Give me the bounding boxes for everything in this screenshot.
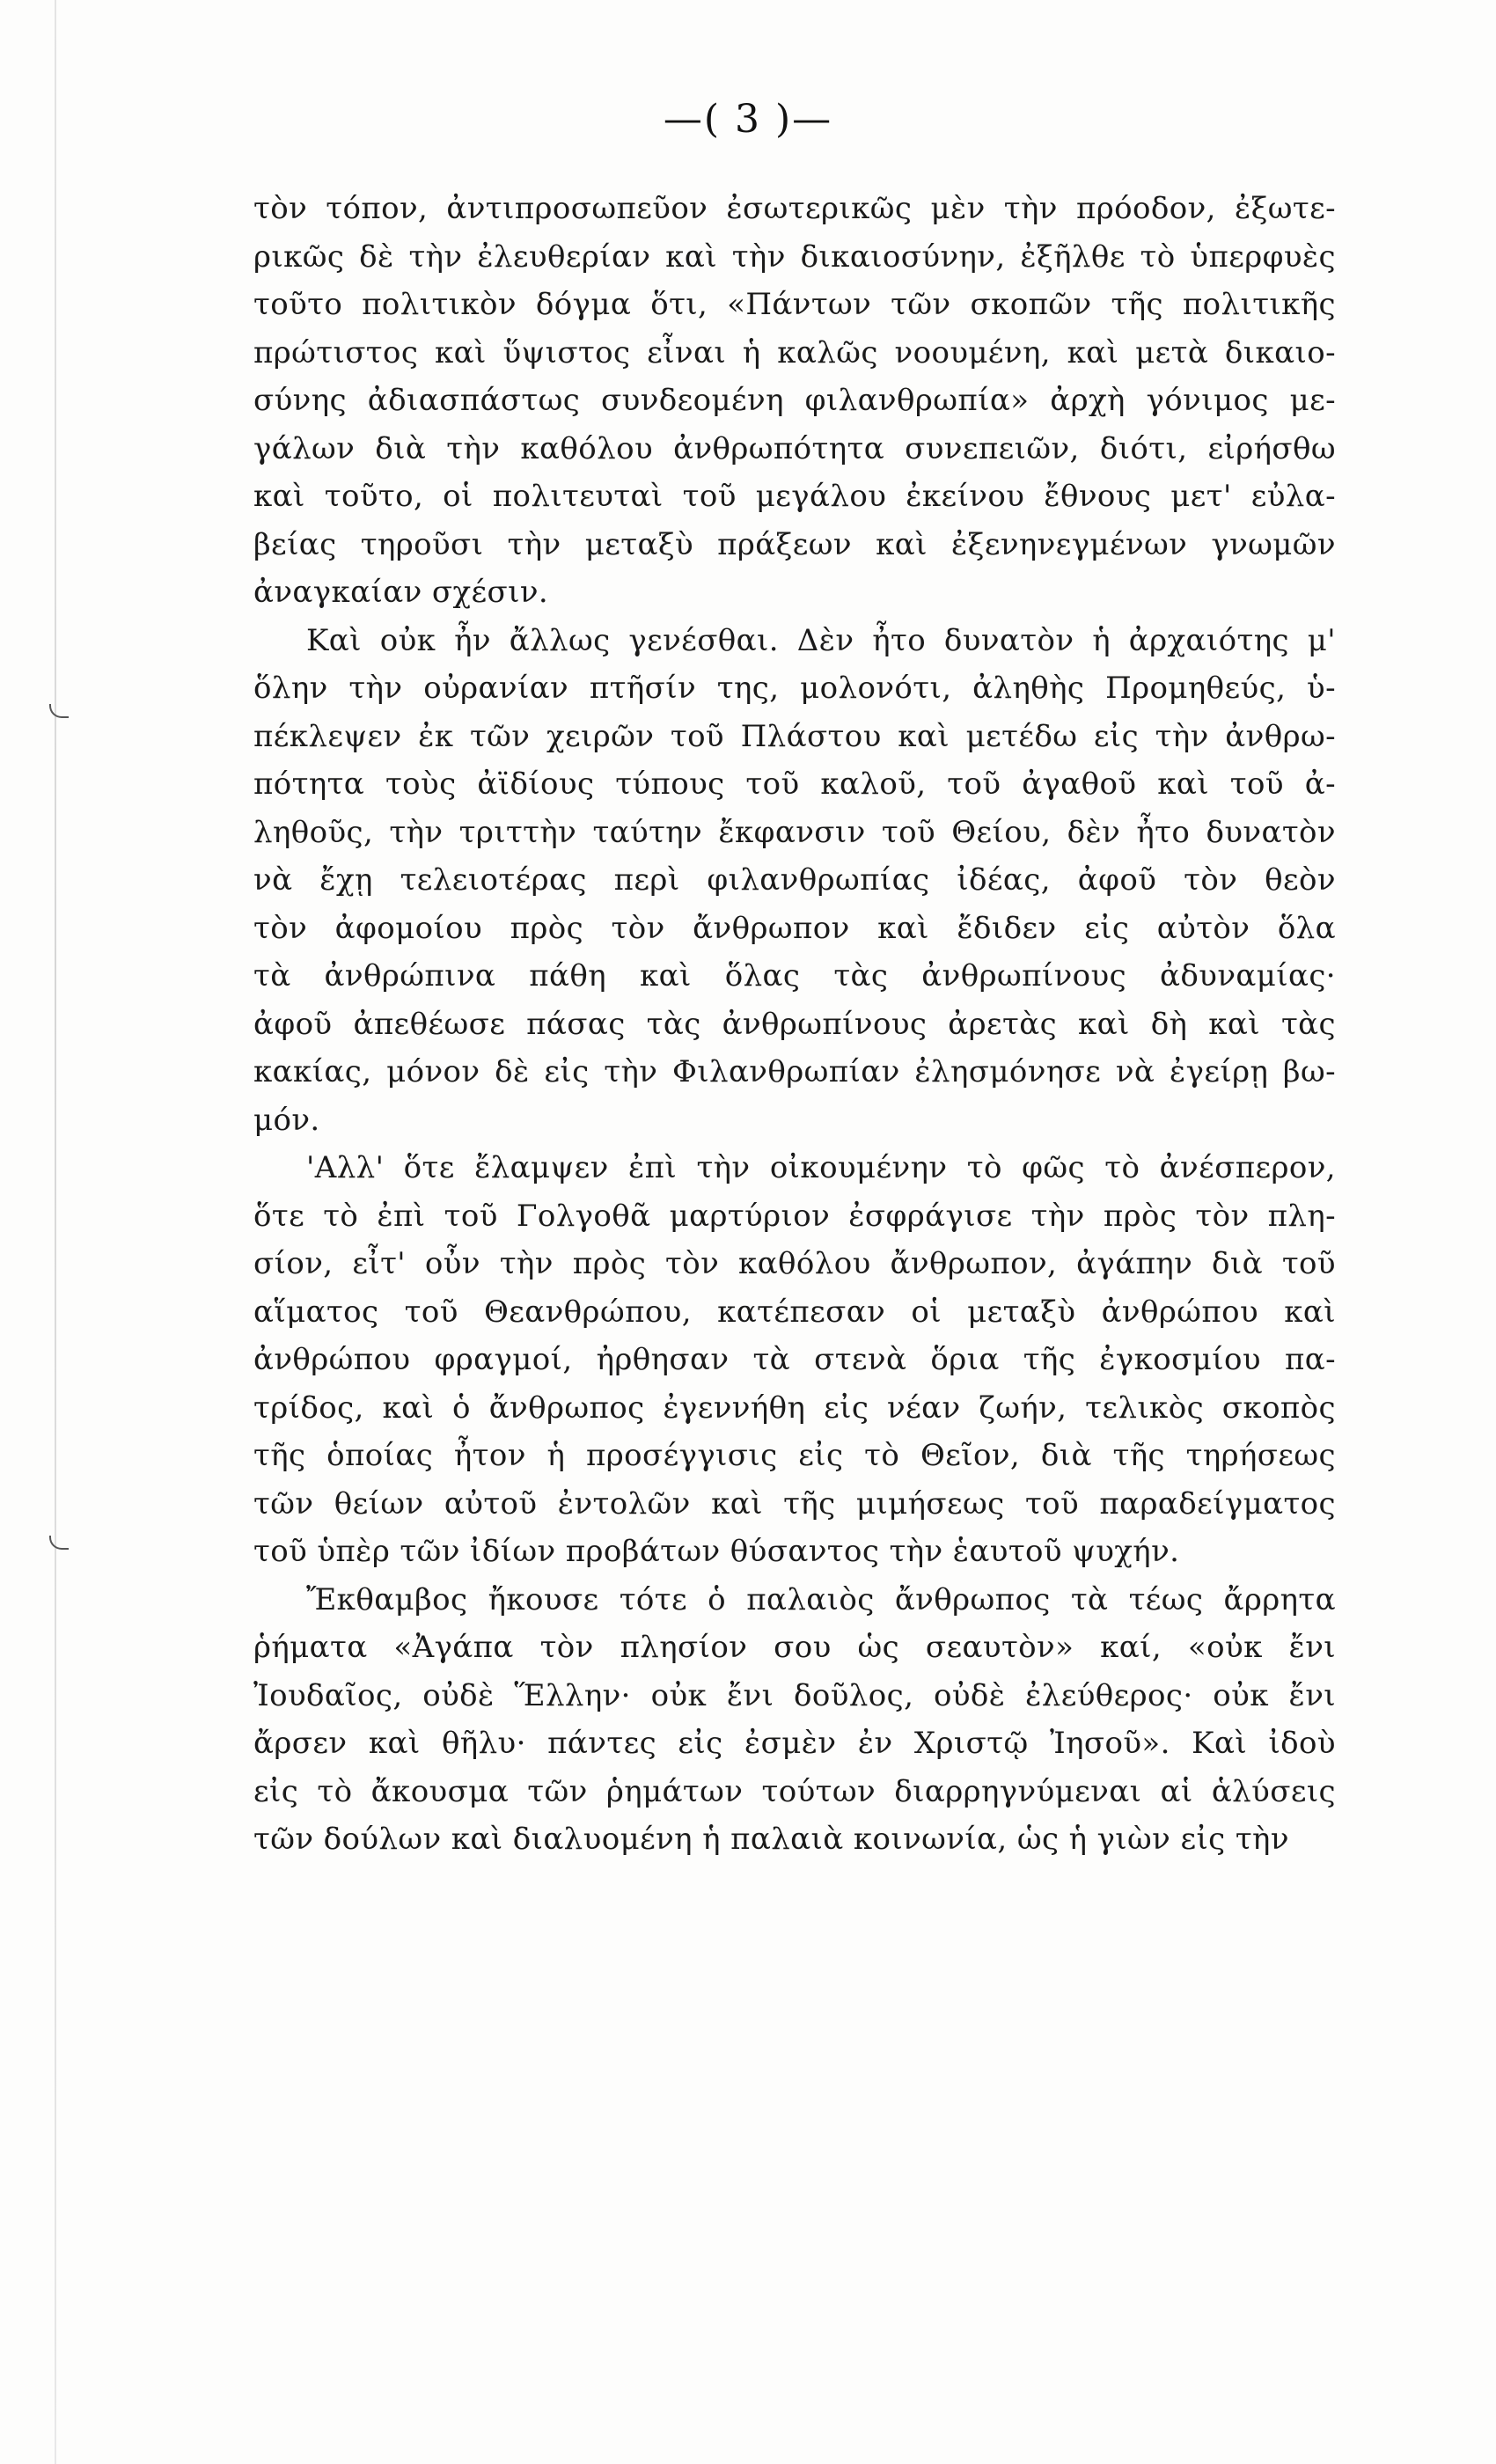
text-line: ἄρσεν καὶ θῆλυ· πάντες εἰς ἐσμὲν ἐν Χριστῷ Ἰησοῦ». Καὶ ἰδοὺ — [253, 1726, 1336, 1761]
margin-mark — [49, 704, 69, 718]
text-line: ῥήματα «Ἀγάπα τὸν πλησίον σου ὡς σεαυτὸν» καί, «οὐκ ἔνι — [253, 1630, 1336, 1665]
text-line: ὅλην τὴν οὐρανίαν πτῆσίν της, μολονότι, ἀληθὴς Προμηθεύς, ὑ- — [253, 671, 1336, 706]
margin-mark — [49, 1536, 69, 1550]
text-line: αἵματος τοῦ Θεανθρώπου, κατέπεσαν οἱ μεταξὺ ἀνθρώπου καὶ — [253, 1294, 1336, 1330]
text-line: ληθοῦς, τὴν τριττὴν ταύτην ἔκφανσιν τοῦ Θείου, δὲν ἦτο δυνατὸν — [253, 814, 1336, 850]
text-line: τῶν θείων αὐτοῦ ἐντολῶν καὶ τῆς μιμήσεως τοῦ παραδείγματος — [253, 1485, 1336, 1522]
text-line: γάλων διὰ τὴν καθόλου ἀνθρωπότητα συνεπειῶν, διότι, εἰρήσθω — [253, 430, 1336, 466]
text-line: ἀναγκαίαν σχέσιν. — [253, 575, 549, 610]
text-line: τὸν ἀφομοίου πρὸς τὸν ἄνθρωπον καὶ ἔδιδεν εἰς αὐτὸν ὅλα — [253, 910, 1336, 946]
text-line: τοῦ ὑπὲρ τῶν ἰδίων προβάτων θύσαντος τὴν ἑαυτοῦ ψυχήν. — [253, 1534, 1180, 1569]
body-text — [253, 185, 1336, 1864]
text-line: ἀφοῦ ἀπεθέωσε πάσας τὰς ἀνθρωπίνους ἀρετὰς καὶ δὴ καὶ τὰς — [253, 1006, 1336, 1042]
text-line: καὶ τοῦτο, οἱ πολιτευταὶ τοῦ μεγάλου ἐκείνου ἔθνους μετ' εὐλα- — [253, 479, 1336, 514]
text-line: ὅτε τὸ ἐπὶ τοῦ Γολγοθᾶ μαρτύριον ἐσφράγισε τὴν πρὸς τὸν πλη- — [253, 1198, 1336, 1234]
text-line: τρίδος, καὶ ὁ ἄνθρωπος ἐγεννήθη εἰς νέαν ζωήν, τελικὸς σκοπὸς — [253, 1390, 1336, 1426]
text-line: τὰ ἀνθρώπινα πάθη καὶ ὅλας τὰς ἀνθρωπίνους ἀδυναμίας· — [253, 958, 1336, 994]
page-number: —( 3 )— — [663, 97, 833, 142]
text-line: ρικῶς δὲ τὴν ἐλευθερίαν καὶ τὴν δικαιοσύνην, ἐξῆλθε τὸ ὑπερφυὲς — [253, 238, 1336, 275]
text-line: κακίας, μόνον δὲ εἰς τὴν Φιλανθρωπίαν ἐλησμόνησε νὰ ἐγείρῃ βω- — [253, 1054, 1336, 1089]
text-line: πρώτιστος καὶ ὕψιστος εἶναι ἡ καλῶς νοουμένη, καὶ μετὰ δικαιο- — [253, 334, 1336, 370]
text-line: μόν. — [253, 1102, 320, 1138]
text-line: πότητα τοὺς ἀϊδίους τύπους τοῦ καλοῦ, τοῦ ἀγαθοῦ καὶ τοῦ ἀ- — [253, 766, 1336, 802]
text-line: τοῦτο πολιτικὸν δόγμα ὅτι, «Πάντων τῶν σκοπῶν τῆς πολιτικῆς — [253, 287, 1336, 322]
binding-edge — [55, 0, 56, 2464]
text-line: Ἰουδαῖος, οὐδὲ Ἕλλην· οὐκ ἔνι δοῦλος, οὐδὲ ἐλεύθερος· οὐκ ἔνι — [253, 1677, 1336, 1713]
text-line: 'Αλλ' ὅτε ἔλαμψεν ἐπὶ τὴν οἰκουμένην τὸ φῶς τὸ ἀνέσπερον, — [306, 1150, 1336, 1185]
text-line: τῆς ὁποίας ἦτον ἡ προσέγγισις εἰς τὸ Θεῖον, διὰ τῆς τηρήσεως — [253, 1438, 1336, 1473]
text-line: σύνης ἀδιασπάστως συνδεομένη φιλανθρωπία» ἀρχὴ γόνιμος με- — [253, 383, 1336, 418]
text-line: Καὶ οὐκ ἦν ἄλλως γενέσθαι. Δὲν ἦτο δυνατὸν ἡ ἀρχαιότης μ' — [306, 622, 1336, 658]
text-line: Ἔκθαμβος ἤκουσε τότε ὁ παλαιὸς ἄνθρωπος τὰ τέως ἄρρητα — [306, 1581, 1336, 1617]
text-line: νὰ ἔχῃ τελειοτέρας περὶ φιλανθρωπίας ἰδέας, ἀφοῦ τὸν θεὸν — [253, 862, 1336, 898]
paragraph — [253, 185, 1336, 617]
text-line: σίον, εἶτ' οὖν τὴν πρὸς τὸν καθόλου ἄνθρωπον, ἀγάπην διὰ τοῦ — [253, 1246, 1336, 1281]
text-line: βείας τηροῦσι τὴν μεταξὺ πράξεων καὶ ἐξενηνεγμένων γνωμῶν — [253, 526, 1336, 562]
text-line: πέκλεψεν ἐκ τῶν χειρῶν τοῦ Πλάστου καὶ μετέδω εἰς τὴν ἀνθρω- — [253, 718, 1336, 754]
text-line: ἀνθρώπου φραγμοί, ἠρθησαν τὰ στενὰ ὅρια τῆς ἐγκοσμίου πα- — [253, 1342, 1336, 1377]
text-line: εἰς τὸ ἄκουσμα τῶν ῥημάτων τούτων διαρρηγνύμεναι αἱ ἁλύσεις — [253, 1773, 1336, 1809]
paragraph — [253, 1576, 1336, 1864]
paragraph — [253, 617, 1336, 1145]
text-line: τὸν τόπον, ἀντιπροσωπεῦον ἐσωτερικῶς μὲν τὴν πρόοδον, ἐξωτε- — [253, 191, 1336, 226]
text-line: τῶν δούλων καὶ διαλυομένη ἡ παλαιὰ κοινωνία, ὡς ἡ γιὼν εἰς τὴν — [253, 1822, 1289, 1857]
paragraph — [253, 1144, 1336, 1576]
